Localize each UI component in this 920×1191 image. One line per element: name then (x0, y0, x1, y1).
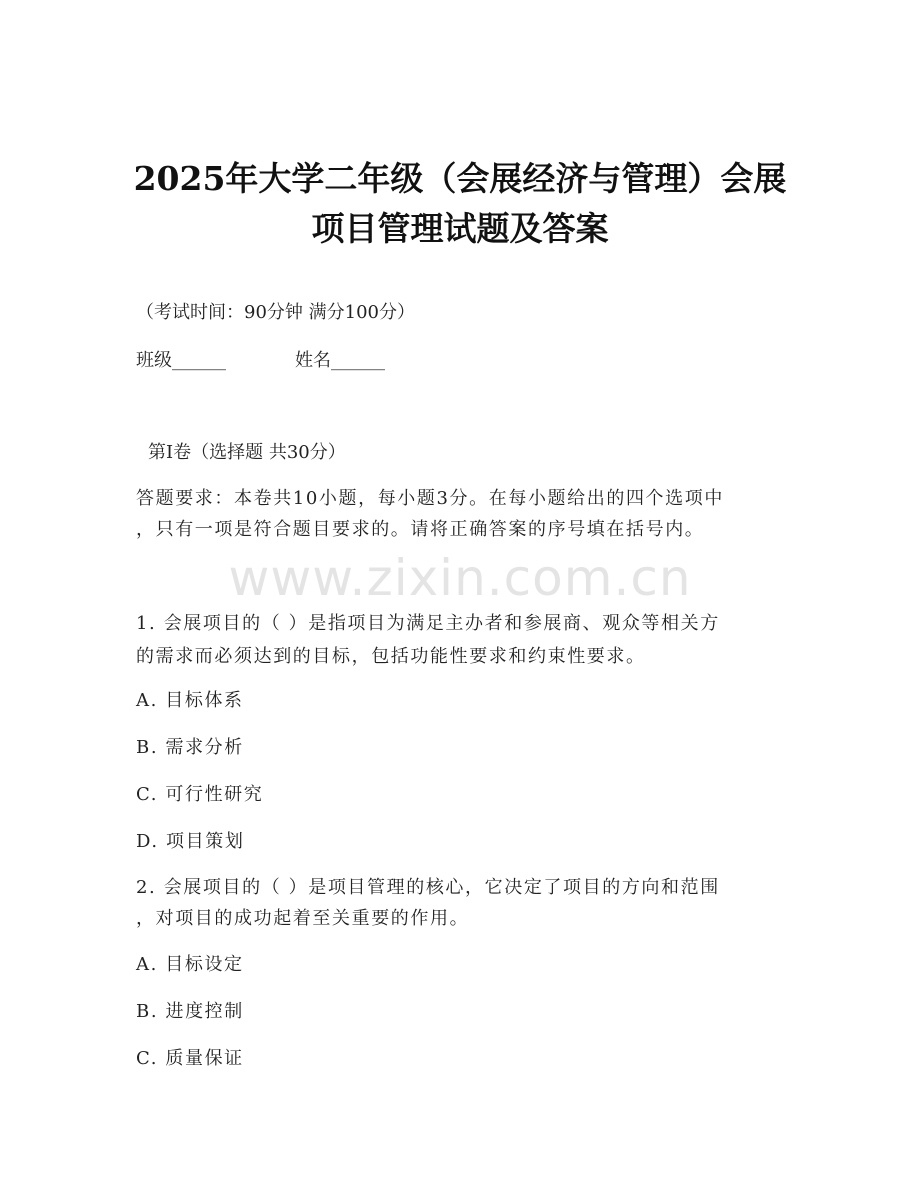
question-2-option-b: B. 进度控制 (136, 1001, 244, 1022)
question-1-stem-line-1: 1. 会展项目的（ ）是指项目为满足主办者和参展商、观众等相关方 (136, 613, 720, 634)
exam-info: （考试时间：90分钟 满分100分） (136, 302, 415, 323)
watermark: www.zixin.com.cn (228, 549, 692, 607)
question-1-option-b: B. 需求分析 (136, 737, 244, 758)
question-1-option-c: C. 可行性研究 (136, 784, 264, 805)
question-2-option-c: C. 质量保证 (136, 1048, 244, 1069)
name-field: 姓名______ (295, 350, 385, 371)
document-title-line-1: 2025年大学二年级（会展经济与管理）会展 (133, 159, 787, 198)
instructions-line-2: ，只有一项是符合题目要求的。请将正确答案的序号填在括号内。 (136, 519, 705, 540)
instructions-line-1: 答题要求：本卷共10小题，每小题3分。在每小题给出的四个选项中 (136, 488, 724, 509)
section-heading: 第Ⅰ卷（选择题 共30分） (148, 442, 346, 463)
question-2-stem-line-1: 2. 会展项目的（ ）是项目管理的核心，它决定了项目的方向和范围 (136, 877, 720, 898)
question-1-stem-line-2: 的需求而必须达到的目标，包括功能性要求和约束性要求。 (136, 646, 646, 667)
question-2-option-a: A. 目标设定 (136, 954, 244, 975)
document-title-line-2: 项目管理试题及答案 (311, 209, 609, 248)
question-1-option-a: A. 目标体系 (136, 690, 244, 711)
question-1-option-d: D. 项目策划 (136, 831, 245, 852)
question-2-stem-line-2: ，对项目的成功起着至关重要的作用。 (136, 908, 470, 929)
class-field: 班级______ (136, 350, 226, 371)
